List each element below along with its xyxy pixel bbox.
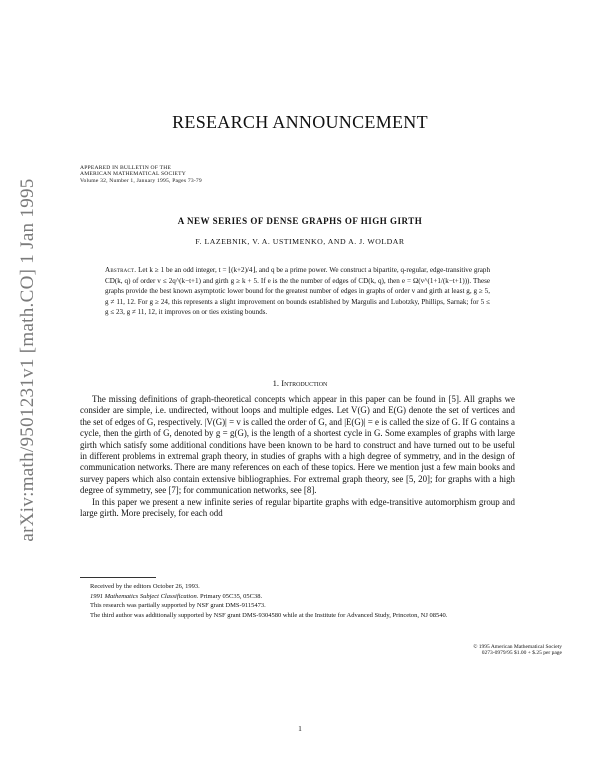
msc-codes: Primary 05C35, 05C38. — [199, 592, 263, 600]
arxiv-side-stamp — [8, 150, 48, 570]
copyright-line-1: © 1995 American Mathematical Society — [473, 644, 562, 650]
arxiv-stamp-text: arXiv:math/9501231v1 [math.CO] 1 Jan 1995 — [17, 178, 38, 542]
footnote-msc — [80, 593, 515, 602]
section-number: 1. — [272, 378, 280, 388]
abstract — [105, 265, 490, 318]
footnotes — [80, 583, 515, 621]
footnote-support-1: This research was partially supported by NSF grant DMS-9115473. — [90, 602, 266, 610]
footnote-rule — [80, 577, 156, 578]
paragraph: The missing definitions of graph-theoretical concepts which appear in this paper can be found in [5]. All graphs we consider are simple, i.e. undirected, without loops and multiple edges. Let V(G) and E(G) denote the set of vertices and the set of edges of G, respectively. |V(G)| = v is called the order of G, and |E(G)| = e is called the size of G. If G contains a cycle, then the girth of G, denoted by g = g(G), is the length of a shortest cycle in G. Some examples of graphs with large girth which satisfy some additional conditions have been known to be hard to construct and have turned out to be useful in different problems in extremal graph theory, in studies of graphs with a high degree of symmetry, and in the design of communication networks. There are many references on each of these topics. Here we mention just a few main books and survey papers which also contain extensive bibliographies. For extremal graph theory, see [5, 20]; for graphs with a high degree of symmetry, see [7]; for communication networks, see [8]. — [80, 394, 515, 496]
body-text — [80, 394, 515, 519]
paragraph: In this paper we present a new infinite series of regular bipartite graphs with edge-transitive automorphism group and large girth. More precisely, for each odd — [80, 496, 515, 519]
section-heading — [0, 378, 600, 388]
journal-line-2: AMERICAN MATHEMATICAL SOCIETY — [80, 171, 186, 178]
copyright-line-2: 0273-0979/95 $1.00 + $.25 per page — [481, 650, 562, 657]
paper-authors: F. LAZEBNIK, V. A. USTIMENKO, AND A. J. WOLDAR — [195, 237, 405, 246]
abstract-text: Let k ≥ 1 be an odd integer, t = ⌊(k+2)/4⌋, and q be a prime power. We construct a bipartite, q-regular, edge-transitive graph CD(k, q) of order v ≤ 2q^(k−t+1) and girth g ≥ k + 5. If e is the the number of edges of CD(k, q), then e = Ω(v^(1+1/(k−t+1))). These graphs provide the best known asymptotic lower bound for the greatest number of edges in graphs of order v and girth at least g, g ≥ 5, g ≠ 11, 12. For g ≥ 24, this represents a slight improvement on bounds established by Margulis and Lubotzky, Phillips, Sarnak; for 5 ≤ g ≤ 23, g ≠ 11, 12, it improves on or ties existing bounds. — [105, 266, 491, 317]
footnote-support-2: The third author was additionally supported by NSF grant DMS-9304580 while at the Institute for Advanced Study, Princeton, NJ 08540. — [90, 611, 448, 619]
journal-line-3: Volume 32, Number 1, January 1995, Pages 73-79 — [80, 177, 202, 184]
journal-line-1: APPEARED IN BULLETIN OF THE — [80, 165, 172, 171]
copyright-notice — [300, 644, 562, 657]
footnote-received: Received by the editors October 26, 1993. — [90, 583, 200, 590]
section-title: Introduction — [281, 378, 328, 388]
paper-title: A NEW SERIES OF DENSE GRAPHS OF HIGH GIRTH — [177, 216, 423, 226]
msc-label: 1991 Mathematics Subject Classification. — [90, 592, 199, 600]
page-heading: RESEARCH ANNOUNCEMENT — [172, 112, 428, 132]
journal-info — [80, 165, 202, 184]
page-number: 1 — [298, 724, 302, 733]
abstract-label: Abstract. — [105, 266, 137, 274]
